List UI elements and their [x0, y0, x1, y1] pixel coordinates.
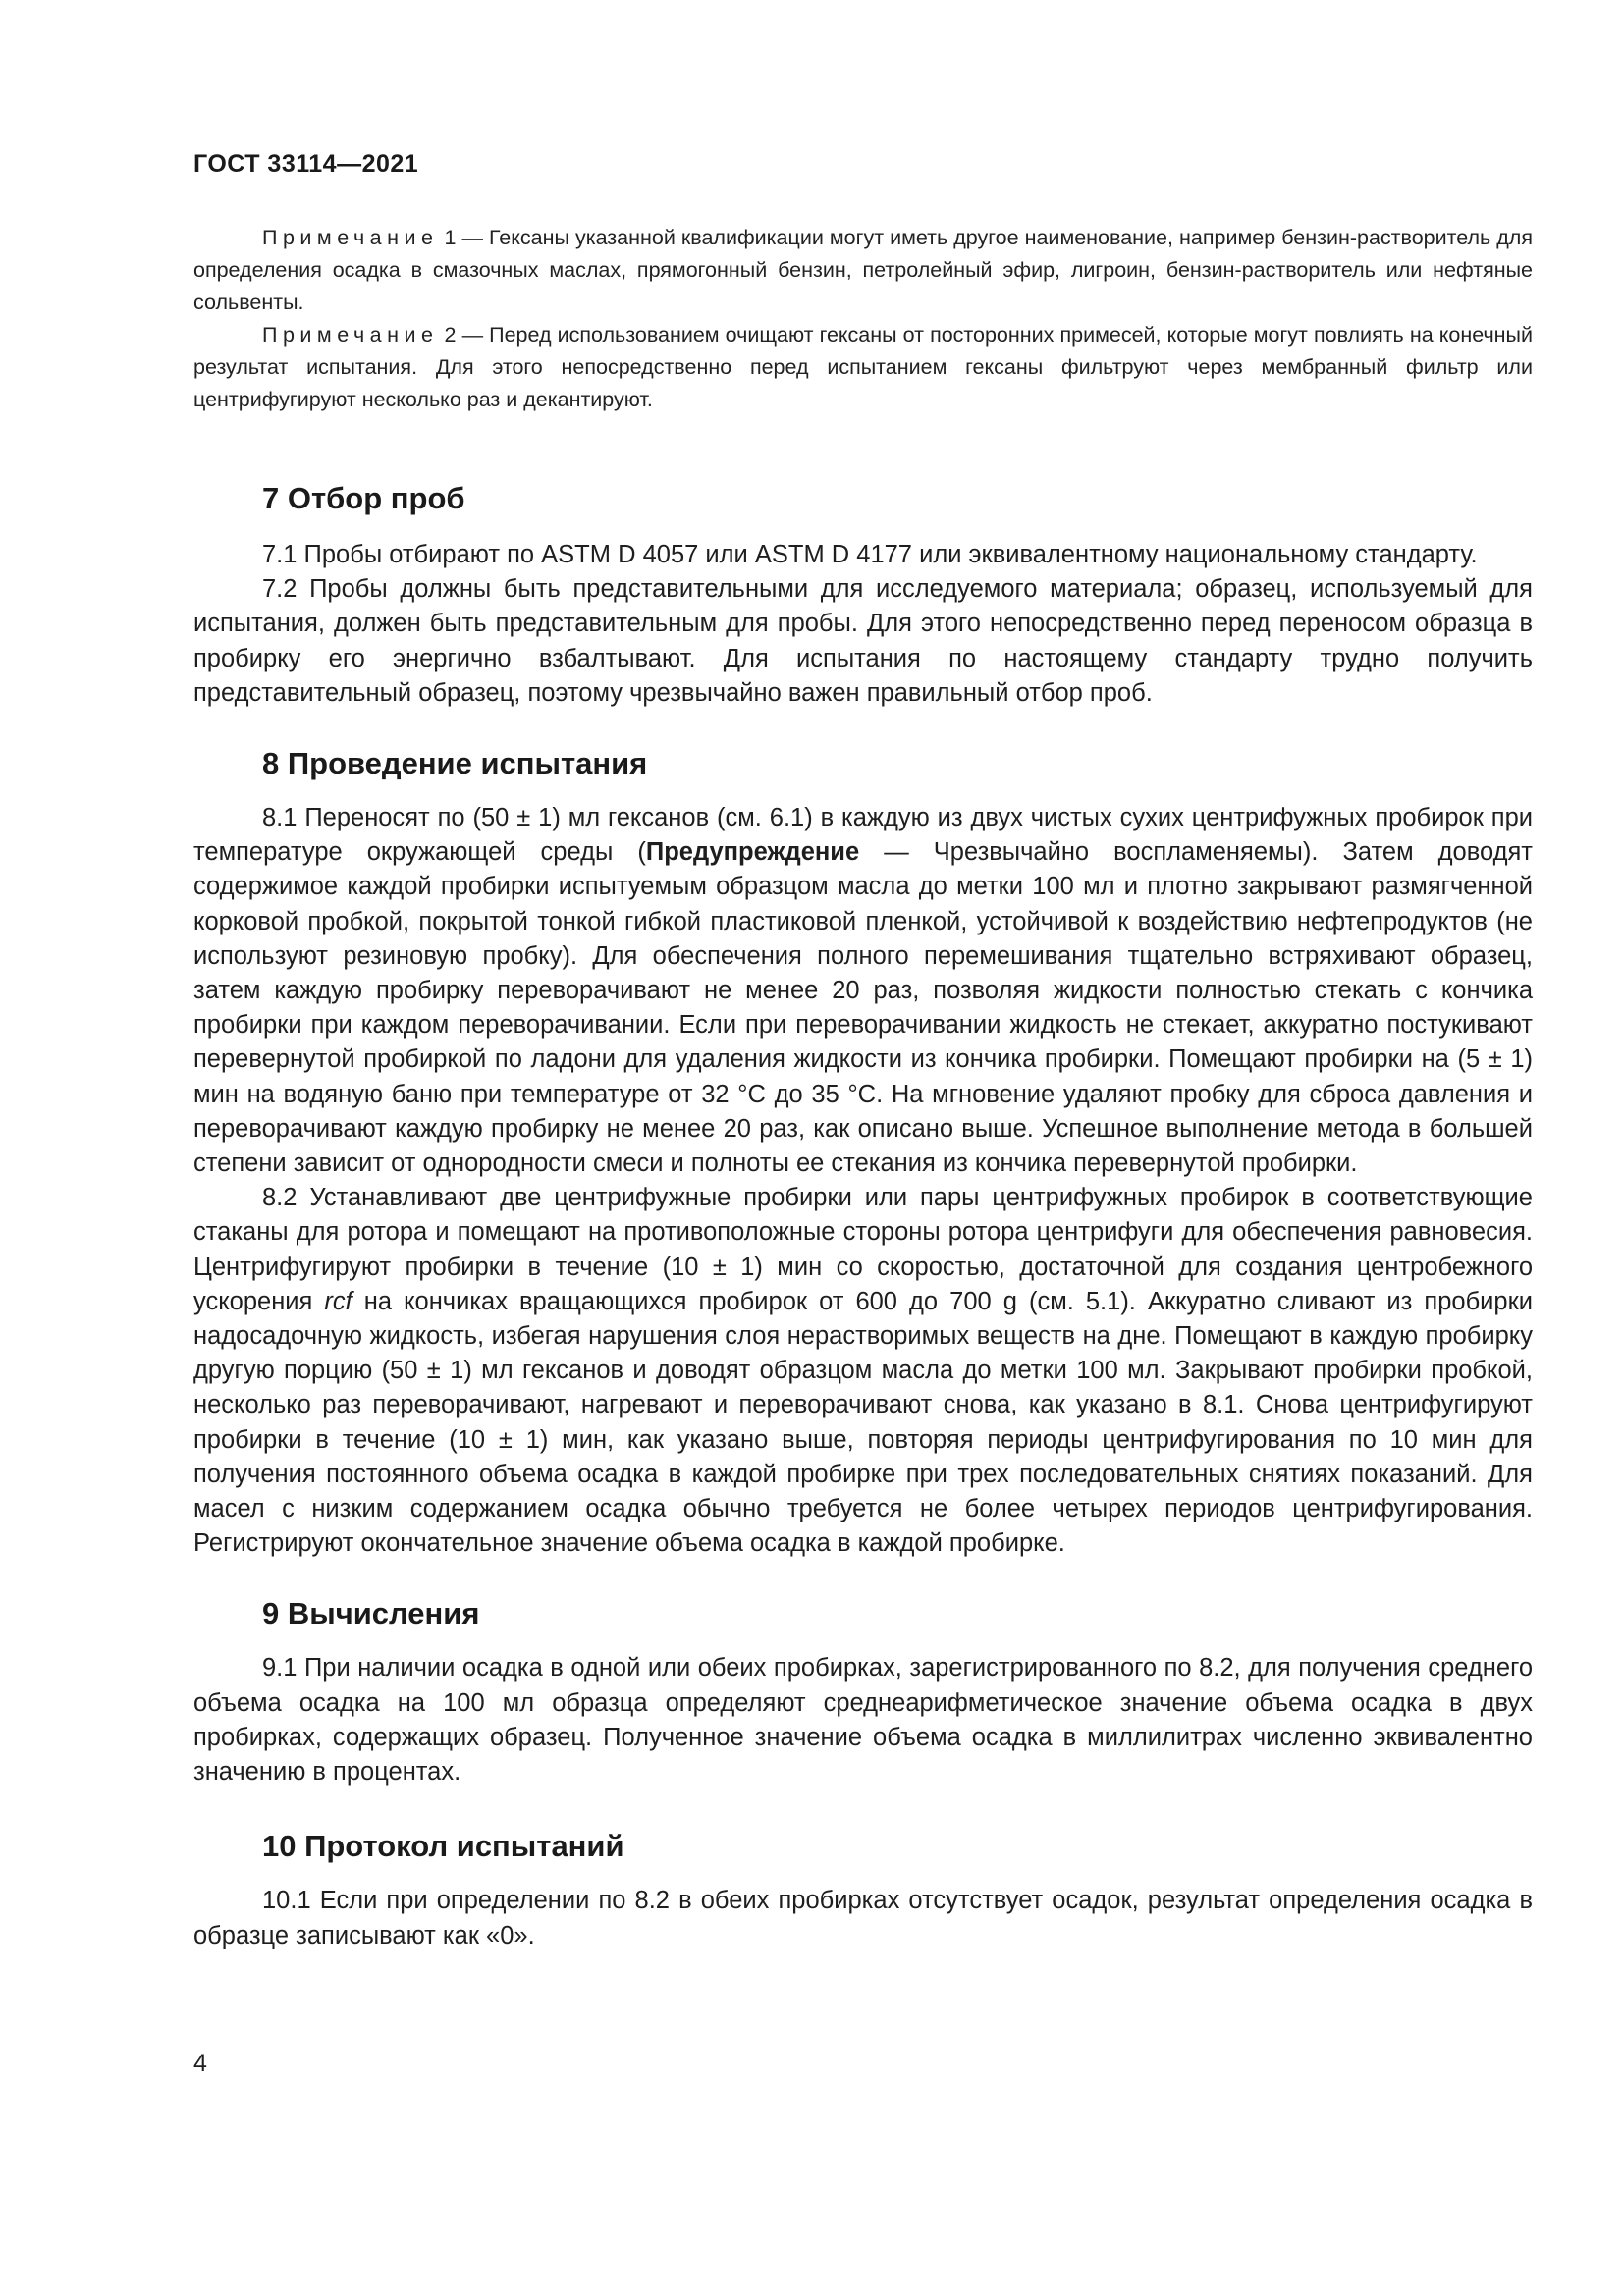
paragraph-9-1: 9.1 При наличии осадка в одной или обеих пробирках, зарегистрированного по 8.2, для получения среднего объема осадка на 100 мл образца определяют среднеарифметическое значение объема осадка в двух пробирках, содержащих образец. Полученное значение объема осадка в миллилитрах численно эквивалентно значению в процентах.: [193, 1654, 1533, 1787]
page-number: 4: [193, 2050, 207, 2077]
note-text: 1 — Гексаны указанной квалификации могут иметь другое наименование, например бензин-растворитель для определения осадка в смазочных маслах, прямогонный бензин, петролейный эфир, лигроин, бензин-растворитель или нефтяные сольвенты.: [193, 226, 1533, 314]
note-label: Примечание: [262, 226, 439, 249]
warning-label: Предупреждение: [645, 838, 860, 867]
paragraph-7-2: 7.2 Пробы должны быть представительными для исследуемого материала; образец, используемый для испытания, должен быть представительным для пробы. Для этого непосредственно перед переносом образца в пробирку его энергично взбалтывают. Для испытания по настоящему стандарту трудно получить представительный образец, поэтому чрезвычайно важен правильный отбор проб.: [193, 575, 1533, 707]
paragraph-8-2: [193, 1181, 1533, 1561]
document-header: ГОСТ 33114—2021: [193, 150, 419, 178]
note-label: Примечание: [262, 323, 439, 347]
paragraph-8-1: [193, 801, 1533, 1181]
paragraph-text: 8.1 Переносят по (50 ± 1) мл гексанов (см. 6.1) в каждую из двух чистых сухих центрифужных пробирок при температуре окружающей среды (: [193, 804, 1533, 867]
paragraph-7-1: 7.1 Пробы отбирают по ASTM D 4057 или ASTM D 4177 или эквивалентному национальному стандарту.: [262, 541, 1478, 568]
section-heading-10: 10 Протокол испытаний: [262, 1829, 624, 1864]
section-heading-9: 9 Вычисления: [262, 1596, 480, 1631]
document-body: [193, 222, 1533, 1953]
rcf-term: rcf: [324, 1287, 352, 1315]
paragraph-text: — Чрезвычайно воспламеняемы). Затем доводят содержимое каждой пробирки испытуемым образцом масла до метки 100 мл и плотно закрывают размягченной корковой пробкой, покрытой тонкой гибкой пластиковой пленкой, устойчивой к воздействию нефтепродуктов (не используют резиновую пробку). Для обеспечения полного перемешивания тщательно встряхивают образец, затем каждую пробирку переворачивают не менее 20 раз, позволяя жидкости полностью стекать с кончика пробирки при каждом переворачивании. Если при переворачивании жидкость не стекает, аккуратно постукивают перевернутой пробиркой по ладони для удаления жидкости из кончика пробирки. Помещают пробирки на (5 ± 1) мин на водяную баню при температуре от 32 °C до 35 °C. На мгновение удаляют пробку для сброса давления и переворачивают каждую пробирку не менее 20 раз, как описано выше. Успешное выполнение метода в большей степени зависит от однородности смеси и полноты ее стекания из кончика перевернутой пробирки.: [193, 838, 1533, 1178]
paragraph-text: 8.2 Устанавливают две центрифужные пробирки или пары центрифужных пробирок в соответствующие стаканы для ротора и помещают на противоположные стороны ротора центрифуги для обеспечения равновесия. Центрифугируют пробирки в течение (10 ± 1) мин со скоростью, достаточной для создания центробежного ускорения: [193, 1184, 1533, 1315]
note-2: [193, 319, 1533, 416]
section-heading-8: 8 Проведение испытания: [262, 746, 648, 781]
note-1: [193, 222, 1533, 319]
paragraph-text: на кончиках вращающихся пробирок от 600 до 700 g (см. 5.1). Аккуратно сливают из пробирки надосадочную жидкость, избегая нарушения слоя нерастворимых веществ на дне. Помещают в каждую пробирку другую порцию (50 ± 1) мл гексанов и доводят образцом масла до метки 100 мл. Закрывают пробирки пробкой, несколько раз переворачивают, нагревают и переворачивают снова, как указано в 8.1. Снова центрифугируют пробирки в течение (10 ± 1) мин, как указано выше, повторяя периоды центрифугирования по 10 мин для получения постоянного объема осадка в каждой пробирке при трех последовательных снятиях показаний. Для масел с низким содержанием осадка обычно требуется не более четырех периодов центрифугирования. Регистрируют окончательное значение объема осадка в каждой пробирке.: [193, 1287, 1534, 1558]
note-text: 2 — Перед использованием очищают гексаны от посторонних примесей, которые могут повлиять на конечный результат испытания. Для этого непосредственно перед испытанием гексаны фильтруют через мембранный фильтр или центрифугируют несколько раз и декантируют.: [193, 323, 1533, 411]
section-heading-7: 7 Отбор проб: [262, 481, 465, 515]
paragraph-10-1: 10.1 Если при определении по 8.2 в обеих пробирках отсутствует осадок, результат определения осадка в образце записывают как «0».: [193, 1887, 1533, 1949]
